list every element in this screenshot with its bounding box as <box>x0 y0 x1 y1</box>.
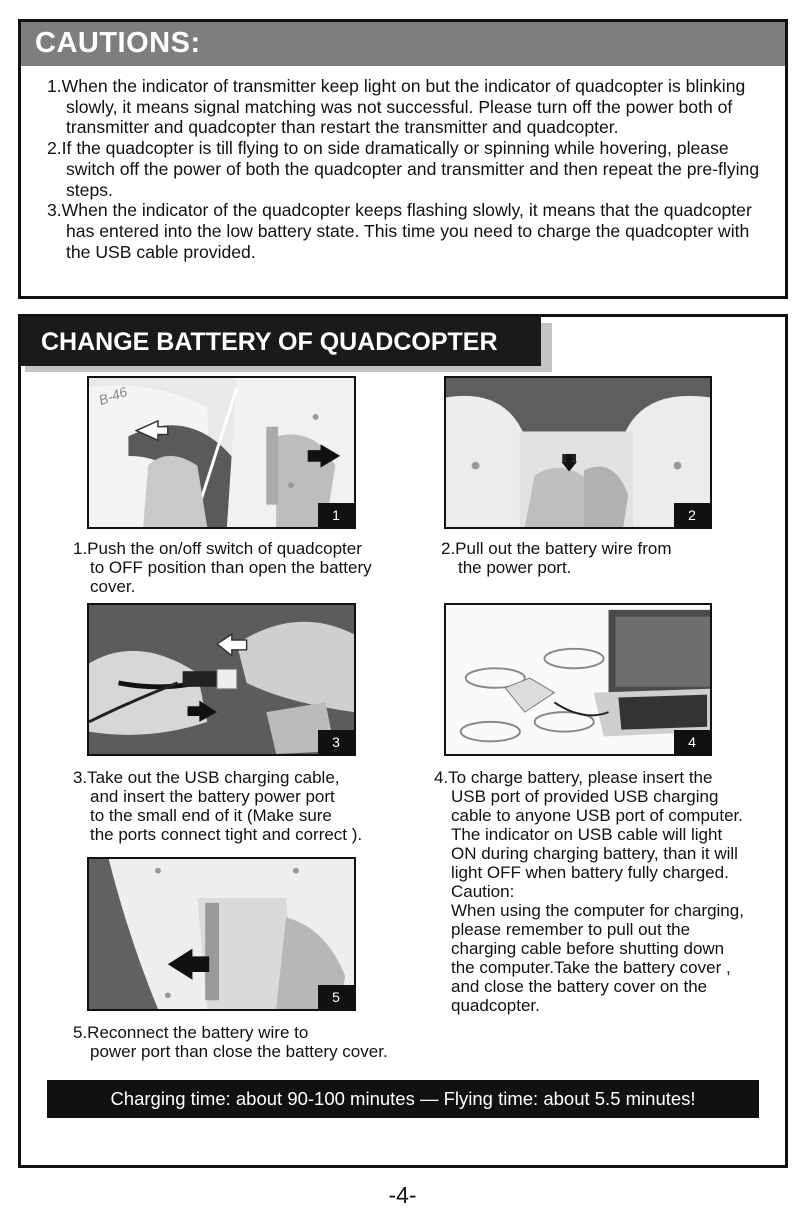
page-number: -4- <box>388 1182 417 1208</box>
step-2-caption: 2.Pull out the battery wire from the power port. <box>441 539 672 577</box>
cautions-section <box>18 19 788 299</box>
step-3-caption: 3.Take out the USB charging cable, and insert the battery power port to the small end of it (Make sure the ports connect tight and correct ). <box>73 768 363 844</box>
watermark-logo: B-46 <box>96 384 130 409</box>
charging-time-banner: Charging time: about 90-100 minutes — Flying time: about 5.5 minutes! <box>47 1080 759 1118</box>
caution-item: 3.When the indicator of the quadcopter keeps flashing slowly, it means that the quadcopter has entered into the low battery state. This time you need to charge the quadcopter with the USB cable provided. <box>47 200 752 262</box>
step-1-badge: 1 <box>318 503 354 527</box>
step-5-photo <box>87 857 356 1011</box>
step-4-photo <box>444 603 712 756</box>
battery-header <box>21 317 541 366</box>
step-4-badge: 4 <box>674 730 710 754</box>
cautions-title: CAUTIONS: <box>35 27 201 59</box>
step-1-photo <box>87 376 356 529</box>
step-4-caption: 4.To charge battery, please insert the USB port of provided USB charging cable to anyone USB port of computer. The indicator on USB cable will light ON during charging battery, than it will light OFF when battery fully charged. Caution: When using the computer for charging, please remember to pull out the charging cable before shutting down the computer.Take the battery cover , and close the battery cover on the quadcopter. <box>434 768 744 1015</box>
step-3-badge: 3 <box>318 730 354 754</box>
step-5-badge: 5 <box>318 985 354 1009</box>
caution-item: 1.When the indicator of transmitter keep light on but the indicator of quadcopter is blinking slowly, it means signal matching was not successful. Please turn off the power both of transmitter and quadcopter than restart the transmitter and quadcopter. <box>47 76 746 138</box>
caution-item: 2.If the quadcopter is till flying to on side dramatically or spinning while hovering, please switch off the power of both the quadcopter and transmitter and then repeat the pre-flying steps. <box>47 138 760 200</box>
step-1-caption: 1.Push the on/off switch of quadcopter to OFF position than open the battery cover. <box>73 539 372 596</box>
cautions-list <box>47 76 777 262</box>
step-3-photo <box>87 603 356 756</box>
battery-title: CHANGE BATTERY OF QUADCOPTER <box>41 328 498 356</box>
step-2-badge: 2 <box>674 503 710 527</box>
cautions-header <box>21 22 785 66</box>
step-2-photo <box>444 376 712 529</box>
step-5-caption: 5.Reconnect the battery wire to power port than close the battery cover. <box>73 1023 388 1061</box>
